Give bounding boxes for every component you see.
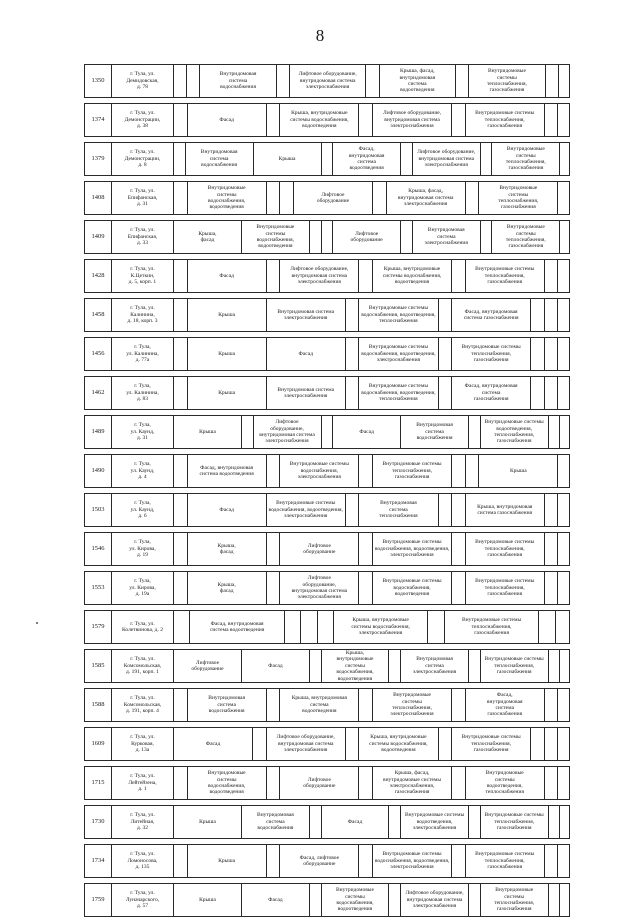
empty-cell	[309, 884, 321, 916]
work-type-cell: Внутридомовые системы теплоснабжения, газоснабжения	[465, 260, 544, 292]
empty-cell	[559, 884, 571, 916]
house-address: г. Тула, ул. Демонстрации, д. 8	[111, 143, 173, 175]
empty-cell	[544, 299, 558, 331]
empty-cell	[345, 728, 359, 760]
house-address: г. Тула, ул. Комсомольская, д. 191, корп. 4	[111, 689, 173, 721]
work-type-cell: Крыша, фасад, внутридомовая система водоотведения	[379, 65, 455, 97]
scan-speck	[36, 622, 38, 624]
work-type-cell: Внутридомовая система водоснабжения	[400, 416, 468, 448]
empty-cell	[438, 377, 452, 409]
empty-cell	[358, 689, 372, 721]
empty-cell	[321, 221, 333, 253]
work-type-cell: Крыша	[173, 416, 241, 448]
work-type-cell: Фасад	[321, 806, 389, 838]
work-type-cell: Внутридомовая система электроснабжения	[412, 221, 480, 253]
empty-cell	[557, 104, 571, 136]
work-type-cell: Внутридомовая система водоснабжения	[187, 689, 266, 721]
record-number: 1490	[91, 467, 105, 475]
work-type-cell: Фасад	[187, 104, 266, 136]
empty-cell	[173, 338, 187, 370]
house-address: г. Тула, ул. Калинина, д. 77а	[111, 338, 173, 370]
empty-cell	[557, 533, 571, 565]
house-address: г. Тула, ул. Демидовская, д. 78	[111, 65, 173, 97]
work-type-cell: Внутридомовая система электроснабжения	[266, 299, 345, 331]
empty-cell	[558, 65, 571, 97]
empty-cell	[276, 65, 289, 97]
empty-cell	[173, 104, 187, 136]
empty-cell	[544, 377, 558, 409]
work-type-cell: Внутридомовые системы теплоснабжения, газоснабжения	[480, 650, 548, 682]
table-row	[84, 220, 570, 254]
empty-cell	[173, 533, 187, 565]
table-row	[84, 142, 570, 176]
empty-cell	[544, 533, 558, 565]
empty-cell	[548, 650, 560, 682]
empty-cell	[548, 806, 560, 838]
record-number: 1585	[91, 662, 105, 670]
empty-cell	[309, 806, 321, 838]
work-type-cell: Внутридомовые системы водоснабжения, водоотведения, теплоснабжения	[358, 377, 437, 409]
house-address: г. Тула, ул. Калинина, д. 83	[111, 377, 173, 409]
house-address: г. Тула, ул. К.Цеткин, д. 5, корп. 1	[111, 260, 173, 292]
work-type-cell: Фасад	[241, 650, 309, 682]
work-type-cell: Внутридомовые системы водоснабжения, водоотведения	[321, 884, 389, 916]
empty-cell	[530, 377, 544, 409]
empty-cell	[555, 611, 571, 643]
record-number: 1546	[91, 545, 105, 553]
work-type-cell: Фасад	[187, 494, 266, 526]
empty-cell	[266, 767, 280, 799]
work-type-cell: Крыша	[187, 338, 266, 370]
house-address: г. Тула, ул. Комсомольская, д. 191, корп. 1	[111, 650, 173, 682]
empty-cell	[480, 221, 492, 253]
work-type-cell: Внутридомовые системы водоснабжения, электроснабжения	[279, 455, 358, 487]
empty-cell	[345, 299, 359, 331]
record-number: 1609	[91, 740, 105, 748]
empty-cell	[557, 260, 571, 292]
record-number: 1379	[91, 155, 105, 163]
work-type-cell: Фасад	[187, 260, 266, 292]
empty-cell	[173, 494, 187, 526]
table-row	[84, 883, 570, 917]
work-type-cell: Фасад, лифтовое оборудование	[279, 845, 358, 877]
table-row	[84, 337, 570, 371]
work-type-cell: Фасад, внутридомовая система водоотведения	[187, 455, 266, 487]
empty-cell	[400, 143, 412, 175]
empty-cell	[544, 104, 558, 136]
work-type-cell: Лифтовое оборудование	[279, 767, 358, 799]
empty-cell	[173, 611, 189, 643]
house-address: г. Тула, ул. Лейтейзена, д. 1	[111, 767, 173, 799]
work-type-cell: Крыша	[253, 143, 321, 175]
work-type-cell: Крыша	[187, 845, 266, 877]
work-type-cell: Внутридомовая система электроснабжения	[400, 650, 468, 682]
record-number: 1759	[91, 896, 105, 904]
empty-cell	[559, 416, 571, 448]
table-row	[84, 181, 570, 215]
empty-cell	[530, 299, 544, 331]
empty-cell	[559, 143, 571, 175]
work-type-cell: Внутридомовые системы теплоснабжения, газоснабжения	[465, 533, 544, 565]
work-type-cell: Крыша, внутридомовые системы водоснабжения, водоотведения	[358, 728, 437, 760]
work-type-cell: Внутридомовые системы теплоснабжения, газоснабжения	[372, 455, 451, 487]
work-type-cell: Внутридомовые системы теплоснабжения, газоснабжения	[451, 728, 530, 760]
work-type-cell: Крыша	[173, 884, 241, 916]
table-row	[84, 571, 570, 605]
work-type-cell: Лифтовое оборудование, внутридомовая система электроснабжения	[412, 143, 480, 175]
empty-cell	[468, 416, 480, 448]
work-type-cell: Внутридомовые системы водоснабжения, водоотведения, электроснабжения	[358, 338, 437, 370]
work-type-cell: Фасад	[266, 338, 345, 370]
empty-cell	[345, 377, 359, 409]
record-number: 1730	[91, 818, 105, 826]
work-type-cell: Внутридомовые системы теплоснабжения, газоснабжения	[444, 611, 539, 643]
empty-cell	[279, 182, 293, 214]
record-number: 1456	[91, 350, 105, 358]
empty-cell	[266, 104, 280, 136]
table-row	[84, 766, 570, 800]
work-type-cell: Фасад, внутридомовая система газоснабжения	[451, 299, 530, 331]
table-row	[84, 610, 570, 644]
work-type-cell: Внутридомовая система водоснабжения	[185, 143, 253, 175]
empty-cell	[557, 299, 571, 331]
empty-cell	[559, 650, 571, 682]
empty-cell	[544, 494, 558, 526]
work-type-cell: Крыша, фасад	[187, 572, 266, 604]
empty-cell	[266, 260, 280, 292]
empty-cell	[266, 689, 280, 721]
empty-cell	[173, 143, 185, 175]
empty-cell	[358, 260, 372, 292]
empty-cell	[451, 104, 465, 136]
empty-cell	[358, 533, 372, 565]
record-number: 1409	[91, 233, 105, 241]
table-row	[84, 844, 570, 878]
work-type-cell: Фасад	[332, 416, 400, 448]
work-type-cell: Лифтовое оборудование	[173, 650, 241, 682]
empty-cell	[284, 611, 300, 643]
work-type-cell: Внутридомовые системы водоотведения, теплоснабжения, газоснабжения	[480, 416, 548, 448]
empty-cell	[266, 572, 280, 604]
table-row	[84, 64, 570, 98]
work-type-cell: Крыша, фасад	[173, 221, 241, 253]
empty-cell	[372, 182, 386, 214]
work-type-cell: Лифтовое оборудование, внутридомовая система электроснабжения	[279, 572, 358, 604]
empty-cell	[557, 689, 571, 721]
table-row	[84, 454, 570, 488]
work-type-cell: Крыша	[187, 299, 266, 331]
empty-cell	[451, 767, 465, 799]
work-type-cell: Внутридомовые системы водоснабжения, водоотведения, электроснабжения	[372, 845, 451, 877]
work-type-cell: Внутридомовые системы теплоснабжения, газоснабжения	[480, 806, 548, 838]
empty-cell	[321, 416, 333, 448]
empty-cell	[557, 494, 571, 526]
empty-cell	[480, 143, 492, 175]
empty-cell	[438, 494, 452, 526]
work-type-cell: Внутридомовые системы водоснабжения, водоотведения	[372, 572, 451, 604]
empty-cell	[530, 338, 544, 370]
table-row	[84, 688, 570, 722]
work-type-cell: Крыша, внутридомовые системы водоснабжения, электроснабжения	[333, 611, 428, 643]
empty-cell	[544, 767, 558, 799]
empty-cell	[309, 650, 321, 682]
work-type-cell: Внутридомовые системы водоснабжения, водоотведения, теплоснабжения	[358, 299, 437, 331]
house-address: г. Тула, ул. Калинина, д. 18, корп. 3	[111, 299, 173, 331]
work-type-cell: Внутридомовые системы теплоснабжения, газоснабжения	[491, 143, 559, 175]
house-address: г. Тула, ул. Курковая, д. 13а	[111, 728, 173, 760]
empty-cell	[559, 806, 571, 838]
work-type-cell: Крыша, фасад, внутридомовые системы электроснабжения, газоснабжения	[372, 767, 451, 799]
work-type-cell: Лифтовое оборудование, внутридомовая система электроснабжения	[400, 884, 468, 916]
work-type-cell: Крыша	[478, 455, 557, 487]
work-type-cell: Внутридомовые системы водоснабжения, водоотведения, электроснабжения	[372, 533, 451, 565]
house-address: г. Тула, ул. Кирова, д. 19а	[111, 572, 173, 604]
work-type-cell: Внутридомовые системы теплоснабжения, газоснабжения	[465, 572, 544, 604]
empty-cell	[438, 728, 452, 760]
empty-cell	[548, 416, 560, 448]
record-number: 1489	[91, 428, 105, 436]
empty-cell	[358, 572, 372, 604]
capital-repair-schedule-table	[84, 64, 570, 922]
record-number: 1374	[91, 116, 105, 124]
work-type-cell: Лифтовое оборудование, внутридомовая система электроснабжения	[372, 104, 451, 136]
empty-cell	[548, 884, 560, 916]
record-number: 1462	[91, 389, 105, 397]
empty-cell	[173, 767, 187, 799]
empty-cell	[557, 767, 571, 799]
work-type-cell: Внутридомовые системы теплоснабжения, газоснабжения	[468, 65, 544, 97]
empty-cell	[173, 299, 187, 331]
empty-cell	[173, 65, 186, 97]
record-number: 1408	[91, 194, 105, 202]
empty-cell	[557, 338, 571, 370]
table-row	[84, 415, 570, 449]
work-type-cell: Лифтовое оборудование	[332, 221, 400, 253]
work-type-cell: Лифтовое оборудование	[293, 182, 372, 214]
empty-cell	[365, 65, 378, 97]
empty-cell	[266, 533, 280, 565]
work-type-cell: Крыша, внутридомовые системы водоснабжения, водоотведения	[372, 260, 451, 292]
empty-cell	[557, 377, 571, 409]
empty-cell	[388, 884, 400, 916]
empty-cell	[266, 455, 280, 487]
work-type-cell: Внутридомовые системы теплоснабжения, газоснабжения	[451, 338, 530, 370]
empty-cell	[317, 611, 333, 643]
empty-cell	[252, 728, 266, 760]
table-row	[84, 532, 570, 566]
empty-cell	[451, 494, 465, 526]
work-type-cell: Крыша, внутридомовые системы водоснабжения, водоотведения	[321, 650, 389, 682]
record-number: 1350	[91, 77, 105, 85]
empty-cell	[173, 572, 187, 604]
work-type-cell: Внутридомовая система водоснабжения	[241, 806, 309, 838]
empty-cell	[451, 689, 465, 721]
table-row	[84, 649, 570, 683]
empty-cell	[266, 182, 280, 214]
record-number: 1458	[91, 311, 105, 319]
work-type-cell: Крыша, внутридомовые системы водоснабжения, водоотведения	[279, 104, 358, 136]
work-type-cell: Крыша	[187, 377, 266, 409]
work-type-cell: Крыша	[173, 806, 241, 838]
table-row	[84, 259, 570, 293]
work-type-cell: Крыша, фасад	[187, 533, 266, 565]
work-type-cell: Внутридомовые системы теплоснабжения, газоснабжения	[491, 221, 559, 253]
empty-cell	[345, 494, 359, 526]
work-type-cell: Фасад, внутридомовая система газоснабжения	[465, 689, 544, 721]
empty-cell	[557, 455, 571, 487]
house-address: г. Тула, ул. Епифанская, д. 33	[111, 221, 173, 253]
work-type-cell: Лифтовое оборудование, внутридомовая система электроснабжения	[266, 728, 345, 760]
empty-cell	[388, 806, 400, 838]
work-type-cell: Внутридомовые системы теплоснабжения, газоснабжения	[478, 182, 557, 214]
work-type-cell: Лифтовое оборудование, внутридомовая система электроснабжения	[279, 260, 358, 292]
empty-cell	[451, 260, 465, 292]
work-type-cell: Внутридомовые системы водоснабжения, водоотведения	[187, 182, 266, 214]
empty-cell	[557, 845, 571, 877]
empty-cell	[266, 845, 280, 877]
work-type-cell: Внутридомовая система теплоснабжения	[358, 494, 437, 526]
work-type-cell: Внутридомовые системы водоснабжения, водоотведения	[187, 767, 266, 799]
empty-cell	[544, 689, 558, 721]
empty-cell	[557, 728, 571, 760]
empty-cell	[173, 845, 187, 877]
empty-cell	[186, 65, 199, 97]
table-row	[84, 805, 570, 839]
empty-cell	[451, 572, 465, 604]
empty-cell	[300, 611, 316, 643]
empty-cell	[465, 455, 479, 487]
empty-cell	[400, 221, 412, 253]
record-number: 1588	[91, 701, 105, 709]
empty-cell	[544, 260, 558, 292]
work-type-cell: Внутридомовые системы теплоснабжения, газоснабжения	[465, 845, 544, 877]
empty-cell	[173, 377, 187, 409]
house-address: г. Тула, ул. Каунд, д. 6	[111, 494, 173, 526]
work-type-cell: Лифтовое оборудование, внутридомовая система электроснабжения	[253, 416, 321, 448]
house-address: г. Тула, ул. Литейная, д. 32	[111, 806, 173, 838]
empty-cell	[544, 572, 558, 604]
house-address: г. Тула, ул. Колетвинова, д. 2	[111, 611, 173, 643]
empty-cell	[358, 767, 372, 799]
record-number: 1734	[91, 857, 105, 865]
work-type-cell: Фасад	[241, 884, 309, 916]
work-type-cell: Крыша, внутридомовая система газоснабжения	[465, 494, 544, 526]
table-row	[84, 493, 570, 527]
work-type-cell: Внутридомовые системы водоснабжения, водоотведения	[241, 221, 309, 253]
empty-cell	[309, 221, 321, 253]
empty-cell	[358, 104, 372, 136]
empty-cell	[438, 338, 452, 370]
record-number: 1503	[91, 506, 105, 514]
record-number: 1428	[91, 272, 105, 280]
house-address: г. Тула, ул. Демонстрации, д. 38	[111, 104, 173, 136]
empty-cell	[557, 572, 571, 604]
empty-cell	[451, 533, 465, 565]
empty-cell	[544, 845, 558, 877]
empty-cell	[468, 884, 480, 916]
work-type-cell: Фасад	[173, 728, 252, 760]
page-number: 8	[315, 26, 325, 45]
work-type-cell: Крыша, фасад, внутридомовая система электроснабжения	[386, 182, 465, 214]
empty-cell	[358, 455, 372, 487]
empty-cell	[455, 65, 468, 97]
empty-cell	[173, 182, 187, 214]
empty-cell	[173, 455, 187, 487]
empty-cell	[544, 728, 558, 760]
work-type-cell: Внутридомовая система электроснабжения	[266, 377, 345, 409]
empty-cell	[468, 650, 480, 682]
table-row	[84, 727, 570, 761]
empty-cell	[465, 182, 479, 214]
empty-cell	[388, 650, 400, 682]
table-row	[84, 376, 570, 410]
work-type-cell: Крыша, внутридомовая система водоотведения	[279, 689, 358, 721]
empty-cell	[538, 611, 554, 643]
empty-cell	[451, 455, 465, 487]
work-type-cell: Фасад, внутридомовая система газоснабжения	[451, 377, 530, 409]
work-type-cell: Внутридомовые системы теплоснабжения, газоснабжения	[480, 884, 548, 916]
work-type-cell: Внутридомовые системы водоотведения, теплоснабжения	[465, 767, 544, 799]
empty-cell	[241, 416, 253, 448]
empty-cell	[427, 611, 443, 643]
work-type-cell: Фасад, внутридомовая система водоотведения	[332, 143, 400, 175]
record-number: 1579	[91, 623, 105, 631]
empty-cell	[173, 260, 187, 292]
empty-cell	[557, 182, 571, 214]
house-address: г. Тула, ул. Епифанская, д. 31	[111, 182, 173, 214]
empty-cell	[358, 845, 372, 877]
work-type-cell: Внутридомовые системы теплоснабжения, газоснабжения	[465, 104, 544, 136]
house-address: г. Тула, ул. Каунд, д. 31	[111, 416, 173, 448]
work-type-cell: Внутридомовые системы водоснабжения, водоотведения, электроснабжения	[266, 494, 345, 526]
table-row	[84, 298, 570, 332]
house-address: г. Тула, ул. Кирова, д. 19	[111, 533, 173, 565]
empty-cell	[530, 728, 544, 760]
work-type-cell: Лифтовое оборудование	[279, 533, 358, 565]
work-type-cell: Лифтовое оборудование, внутридомовая система электроснабжения	[289, 65, 365, 97]
work-type-cell: Внутридомовые системы водоотведения, электроснабжения	[400, 806, 468, 838]
table-row	[84, 103, 570, 137]
empty-cell	[321, 143, 333, 175]
empty-cell	[468, 806, 480, 838]
work-type-cell: Внутридомовые системы теплоснабжения, электроснабжения	[372, 689, 451, 721]
empty-cell	[544, 338, 558, 370]
empty-cell	[451, 845, 465, 877]
house-address: г. Тула, ул. Каунд, д. 4	[111, 455, 173, 487]
record-number: 1553	[91, 584, 105, 592]
empty-cell	[545, 65, 558, 97]
record-number: 1715	[91, 779, 105, 787]
work-type-cell: Внутридомовая система водоснабжения	[199, 65, 275, 97]
house-address: г. Тула, ул. Луначарского, д. 57	[111, 884, 173, 916]
empty-cell	[345, 338, 359, 370]
work-type-cell: Фасад, внутридомовая система водоотведения	[189, 611, 284, 643]
house-address: г. Тула, ул. Ломоносова, д. 135	[111, 845, 173, 877]
empty-cell	[438, 299, 452, 331]
empty-cell	[173, 689, 187, 721]
empty-cell	[559, 221, 571, 253]
